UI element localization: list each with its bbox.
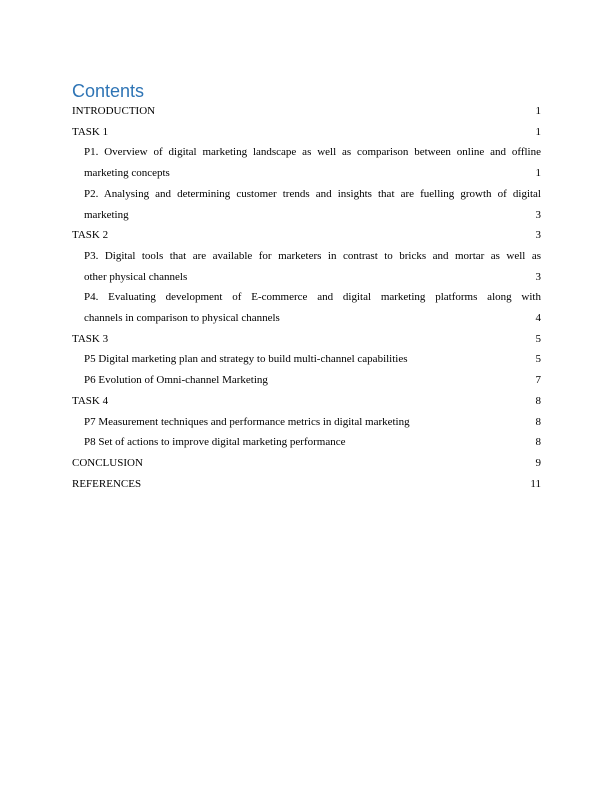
toc-entry[interactable] [72, 391, 541, 412]
toc-entry[interactable] [72, 287, 541, 328]
toc-entry-text: P8 Set of actions to improve digital marketing performance [84, 436, 346, 449]
toc-page-number: 5 [535, 353, 541, 366]
toc-page-number: 1 [535, 125, 541, 138]
dot-leader [109, 331, 534, 342]
dot-leader [130, 207, 535, 218]
dot-leader [144, 455, 535, 466]
dot-leader [347, 434, 535, 445]
dot-leader [171, 165, 535, 176]
toc-page-number: 8 [535, 415, 541, 428]
toc-entry[interactable] [72, 474, 541, 495]
dot-leader [109, 393, 534, 404]
toc-entry-text: REFERENCES [72, 477, 142, 490]
toc-entry[interactable] [72, 184, 541, 225]
toc-page-number: 1 [535, 167, 541, 180]
toc-entry[interactable] [72, 101, 541, 122]
table-of-contents [72, 101, 541, 494]
toc-page-number: 4 [535, 312, 541, 325]
dot-leader [109, 227, 534, 238]
toc-entry-text: P3. Digital tools that are available for marketers in contrast to bricks and mortar as well as [84, 249, 541, 262]
toc-entry[interactable] [72, 122, 541, 143]
toc-page-number: 3 [535, 229, 541, 242]
toc-page-number: 1 [535, 105, 541, 117]
toc-entry-text: marketing concepts [84, 167, 170, 180]
toc-page-number: 11 [530, 477, 541, 490]
dot-leader [142, 476, 529, 487]
toc-entry-text: P7 Measurement techniques and performance metrics in digital marketing [84, 415, 410, 428]
toc-entry[interactable] [72, 412, 541, 433]
toc-entry[interactable] [72, 142, 541, 183]
toc-entry-text: marketing [84, 208, 129, 221]
toc-entry[interactable] [72, 349, 541, 370]
toc-page-number: 5 [535, 332, 541, 345]
toc-entry[interactable] [72, 225, 541, 246]
toc-page-number: 8 [535, 436, 541, 449]
toc-entry-text: P5 Digital marketing plan and strategy to build multi-channel capabilities [84, 353, 408, 366]
toc-entry-text: P6 Evolution of Omni-channel Marketing [84, 374, 268, 387]
toc-heading: Contents [72, 81, 145, 101]
toc-entry[interactable] [72, 329, 541, 350]
toc-page-number: 9 [535, 456, 541, 469]
toc-entry-text: TASK 4 [72, 394, 109, 407]
dot-leader [109, 124, 534, 135]
dot-leader [281, 310, 535, 321]
toc-page-number: 7 [535, 374, 541, 387]
toc-page-number: 3 [535, 270, 541, 283]
toc-entry-text: P4. Evaluating development of E-commerce and digital marketing platforms along with [84, 291, 541, 304]
toc-entry-text: CONCLUSION [72, 456, 143, 469]
dot-leader [409, 351, 535, 362]
toc-entry-text: P1. Overview of digital marketing landscape as well as comparison between online and offline [84, 146, 541, 159]
dot-leader [411, 414, 535, 425]
toc-entry-text: INTRODUCTION [72, 105, 156, 117]
dot-leader [156, 103, 534, 114]
toc-entry[interactable] [72, 370, 541, 391]
dot-leader [188, 269, 534, 280]
toc-page-number: 8 [535, 394, 541, 407]
toc-entry-text: P2. Analysing and determining customer trends and insights that are fuelling growth of digital [84, 187, 541, 200]
toc-entry-text: other physical channels [84, 270, 188, 283]
toc-entry[interactable] [72, 432, 541, 453]
toc-entry[interactable] [72, 453, 541, 474]
dot-leader [269, 372, 535, 383]
toc-entry-text: TASK 1 [72, 125, 109, 138]
toc-page-number: 3 [535, 208, 541, 221]
toc-entry[interactable] [72, 246, 541, 287]
toc-entry-text: channels in comparison to physical channels [84, 312, 280, 325]
toc-entry-text: TASK 3 [72, 332, 109, 345]
toc-entry-text: TASK 2 [72, 229, 109, 242]
